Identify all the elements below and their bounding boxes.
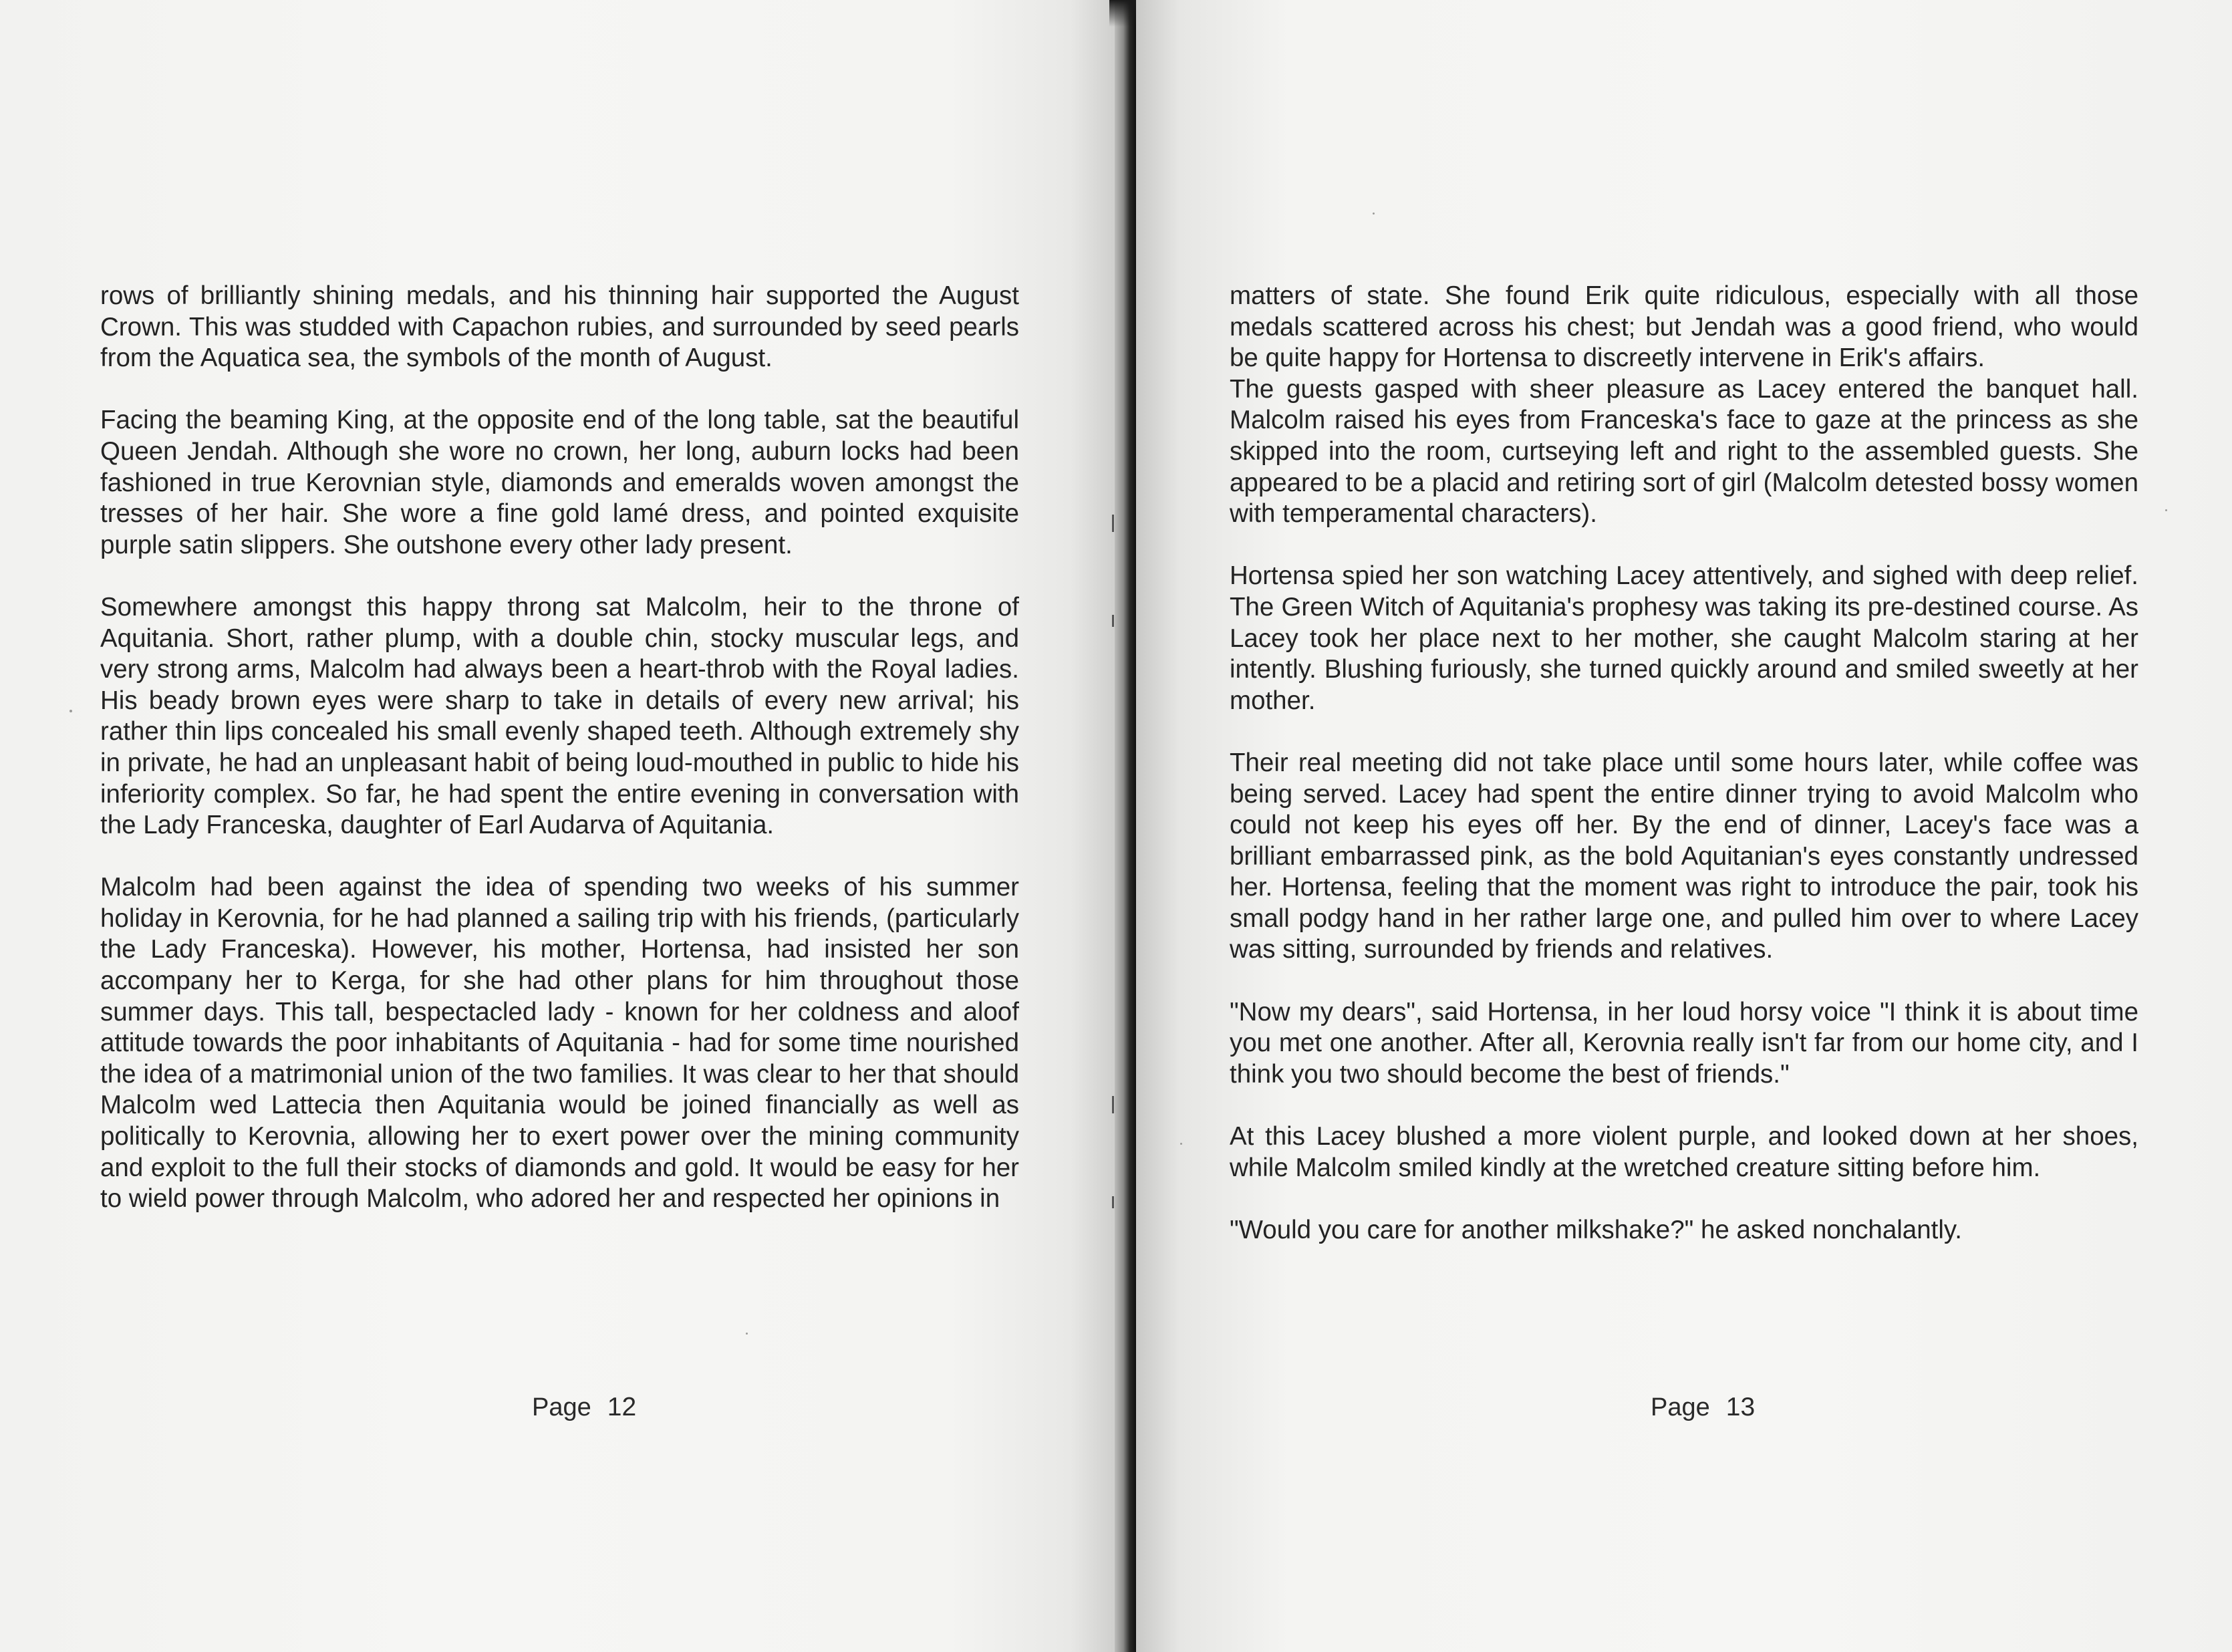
- right-paragraph-6: At this Lacey blushed a more violent purple, and looked down at her shoes, while Malcolm smiled kindly at the wretched creature sitting before him.: [1230, 1122, 2138, 1182]
- left-paragraph-2: Facing the beaming King, at the opposite end of the long table, sat the beautiful Queen Jendah. Although she wore no crown, her long, auburn locks had been fashioned in true Kerovnian style, diamonds and emeralds woven amongst the tresses of her hair. She wore a fine gold lamé dress, and pointed exquisite purple satin slippers. She outshone every other lady present.: [100, 406, 1019, 559]
- right-page-text: [1230, 281, 2138, 1246]
- right-paragraph-7: "Would you care for another milkshake?" he asked nonchalantly.: [1230, 1215, 1962, 1244]
- left-page-number-value: 12: [607, 1393, 637, 1421]
- left-paragraph-3: Somewhere amongst this happy throng sat Malcolm, heir to the throne of Aquitania. Short, rather plump, with a double chin, stocky muscular legs, and very strong arms, Malcolm had always been a heart-throb with the Royal ladies. His beady brown eyes were sharp to take in details of every new arrival; his rather thin lips concealed his small evenly shaped teeth. Although extremely shy in private, he had an unpleasant habit of being loud-mouthed in public to hide his inferiority complex. So far, he had spent the entire evening in conversation with the Lady Franceska, daughter of Earl Audarva of Aquitania.: [100, 592, 1019, 840]
- right-page-number-value: 13: [1725, 1393, 1756, 1421]
- left-paragraph-1: rows of brilliantly shining medals, and his thinning hair supported the August Crown. This was studded with Capachon rubies, and surrounded by seed pearls from the Aquatica sea, the symbols of the month of August.: [100, 281, 1019, 373]
- right-paragraph-4: Their real meeting did not take place until some hours later, while coffee was being served. Lacey had spent the entire dinner trying to avoid Malcolm who could not keep his eyes off her. By the end of dinner, Lacey's face was a brilliant embarrassed pink, as the bold Aquitanian's eyes constantly undressed her. Hortensa, feeling that the moment was right to introduce the pair, took his small podgy hand in her rather large one, and pulled him over to where Lacey was sitting, surrounded by friends and relatives.: [1230, 748, 2138, 964]
- left-page: [0, 0, 1115, 1652]
- binding-staple-mark: [1112, 615, 1114, 627]
- paper-speck: [1180, 1143, 1182, 1145]
- binding-staple-mark: [1112, 515, 1114, 532]
- binding-staple-mark: [1112, 1096, 1114, 1113]
- right-page: [1136, 0, 2232, 1652]
- right-page-number: [1651, 1393, 1755, 1422]
- right-paragraph-2: The guests gasped with sheer pleasure as Lacey entered the banquet hall. Malcolm raised his eyes from Franceska's face to gaze at the princess as she skipped into the room, curtseying left and right to the assembled guests. She appeared to be a placid and retiring sort of girl (Malcolm detested bossy women with temperamental characters).: [1230, 374, 2138, 529]
- right-page-label: Page: [1651, 1393, 1710, 1421]
- right-paragraph-3: Hortensa spied her son watching Lacey attentively, and sighed with deep relief. The Green Witch of Aquitania's prophesy was taking its pre-destined course. As Lacey took her place next to her mother, she caught Malcolm staring at her intently. Blushing furiously, she turned quickly around and smiled sweetly at her mother.: [1230, 561, 2138, 715]
- paper-speck: [1373, 213, 1375, 215]
- left-page-text: [100, 281, 1019, 1215]
- binding-staple-mark: [1112, 1196, 1114, 1208]
- right-paragraph-5: "Now my dears", said Hortensa, in her loud horsy voice "I think it is about time you met one another. After all, Kerovnia really isn't far from our home city, and I think you two should become the best of friends.": [1230, 997, 2138, 1089]
- left-page-label: Page: [532, 1393, 591, 1421]
- right-paragraph-1: matters of state. She found Erik quite ridiculous, especially with all those medals scattered across his chest; but Jendah was a good friend, who would be quite happy for Hortensa to discreetly intervene in Erik's affairs.: [1230, 281, 2138, 373]
- left-paragraph-4: Malcolm had been against the idea of spending two weeks of his summer holiday in Kerovnia, for he had planned a sailing trip with his friends, (particularly the Lady Franceska). However, his mother, Hortensa, had insisted her son accompany her to Kerga, for she had other plans for him throughout those summer days. This tall, bespectacled lady - known for her coldness and aloof attitude towards the poor inhabitants of Aquitania - had for some time nourished the idea of a matrimonial union of the two families. It was clear to her that should Malcolm wed Lattecia then Aquitania would be joined financially as well as politically to Kerovnia, allowing her to exert power over the mining community and exploit to the full their stocks of diamonds and gold. It would be easy for her to wield power through Malcolm, who adored her and respected her opinions in: [100, 873, 1019, 1214]
- left-page-number: [532, 1393, 636, 1422]
- paper-speck: [746, 1333, 748, 1335]
- paper-speck: [2165, 509, 2167, 511]
- paper-speck: [69, 710, 72, 712]
- book-spine: [1115, 0, 1136, 1652]
